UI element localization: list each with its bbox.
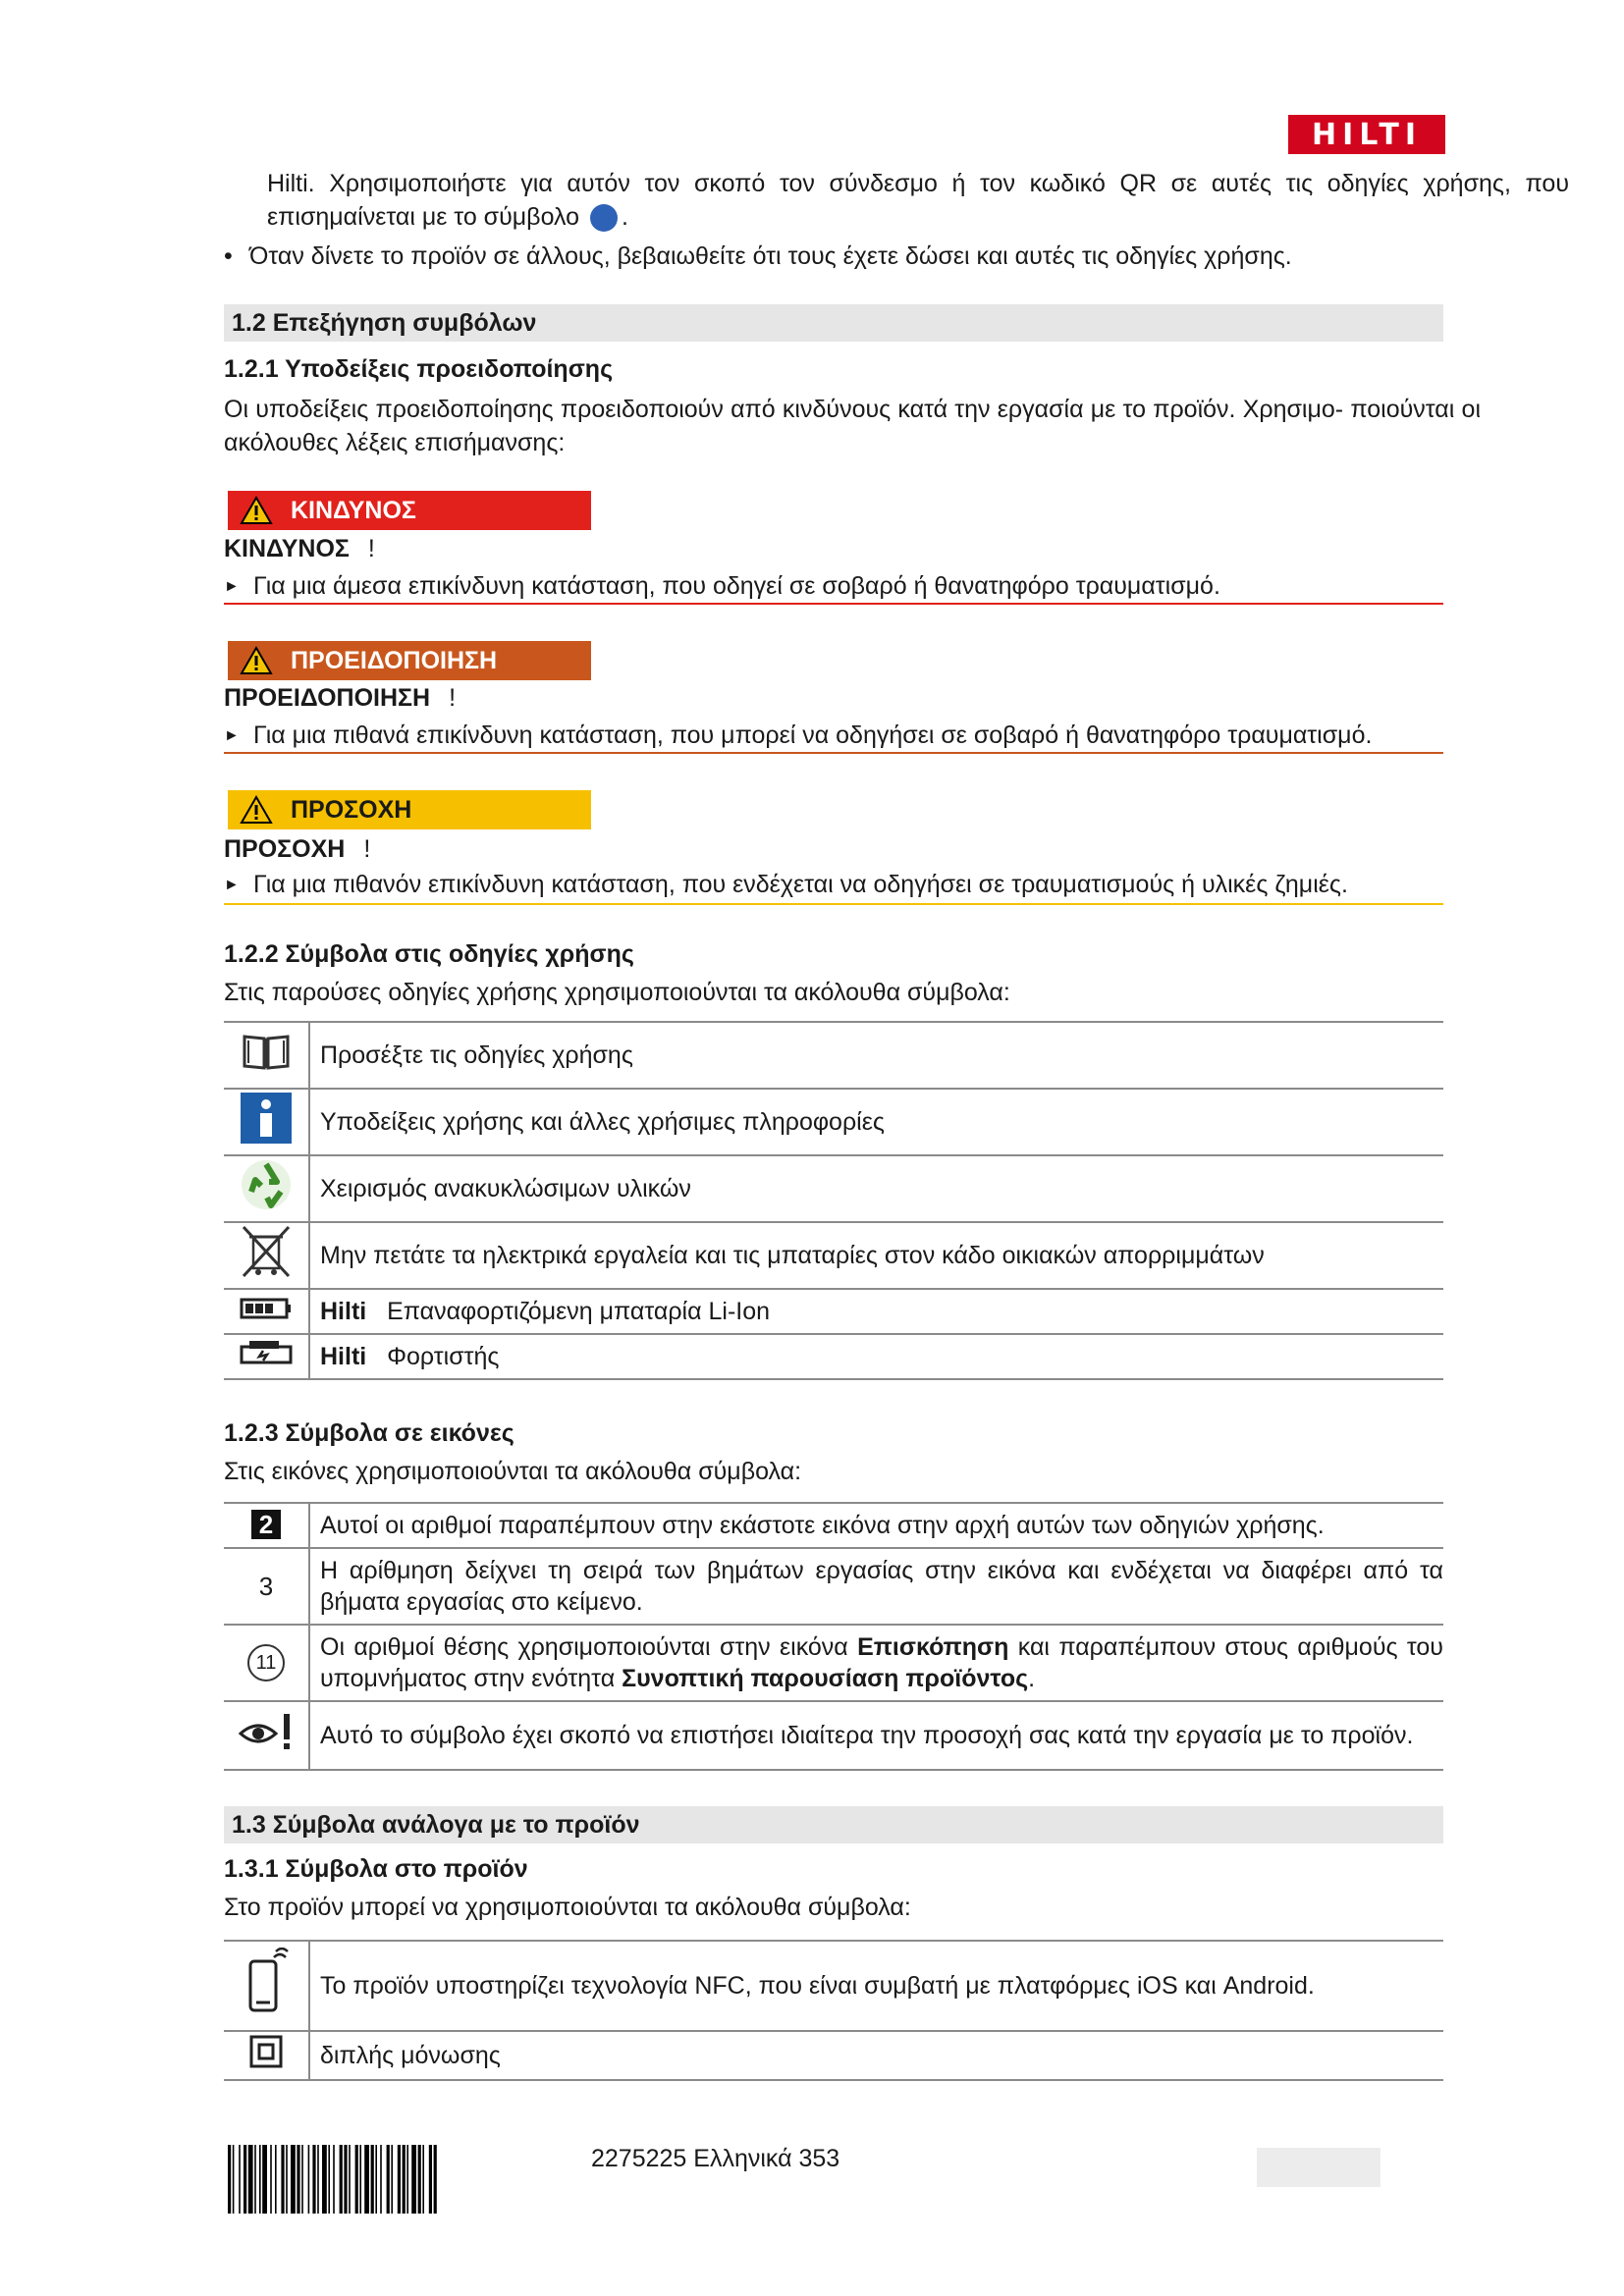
barcode-bar <box>308 2145 310 2214</box>
manual-symbols-table <box>224 1021 1443 1380</box>
caution-rule <box>224 903 1443 905</box>
barcode-bar <box>259 2145 261 2214</box>
warning-triangle-icon <box>240 496 273 525</box>
warning-rule <box>224 752 1443 754</box>
barcode-bar <box>281 2145 284 2214</box>
image-symbol-text <box>309 1625 1443 1701</box>
barcode-bar <box>322 2145 327 2214</box>
section-title-1-2: 1.2 Επεξήγηση συμβόλων <box>224 304 1443 342</box>
barcode-bar <box>375 2145 377 2214</box>
danger-exclamation: ! <box>367 535 375 562</box>
barcode-bar <box>239 2145 241 2214</box>
barcode-bar <box>291 2145 296 2214</box>
table-row <box>224 1222 1443 1289</box>
danger-word: ΚΙΝΔΥΝΟΣ <box>224 535 350 562</box>
warning-triangle-icon <box>240 795 273 825</box>
table-row <box>224 1701 1443 1770</box>
caution-exclamation: ! <box>363 835 371 863</box>
intro-text-end: . <box>621 203 628 231</box>
manual-symbol-text: Μην πετάτε τα ηλεκτρικά εργαλεία και τις μπαταρίες στον κάδο οικιακών απορριμμάτων <box>309 1222 1443 1289</box>
table-row <box>224 1022 1443 1089</box>
nfc-phone-icon <box>224 1941 309 2031</box>
table-row <box>224 1089 1443 1155</box>
danger-rule <box>224 603 1443 605</box>
image-symbols-intro: Στις εικόνες χρησιμοποιούνται τα ακόλουθα σύμβολα: <box>224 1458 802 1485</box>
barcode-bar <box>429 2145 432 2214</box>
barcode-bar <box>349 2145 351 2214</box>
barcode-bar <box>434 2145 437 2214</box>
barcode-bar <box>355 2145 358 2214</box>
caution-signal-bar <box>228 790 591 829</box>
figure-number-glyph: 2 <box>251 1510 281 1539</box>
book-icon <box>224 1022 309 1089</box>
warning-text: Για μια πιθανά επικίνδυνη κατάσταση, που μπορεί να οδηγήσει σε σοβαρό ή θανατηφόρο τραυματισμό. <box>253 721 1373 749</box>
text-part: και παραπέμπουν στους αριθμούς του υπομνήματος στην ενότητα <box>320 1633 1443 1692</box>
step-number-icon <box>224 1548 309 1625</box>
product-symbol-text: διπλής μόνωσης <box>309 2031 1443 2080</box>
warning-signal-bar <box>228 641 591 680</box>
barcode-bar <box>344 2145 347 2214</box>
caution-label: ΠΡΟΣΟΧΗ <box>291 796 412 824</box>
barcode-bar <box>391 2145 393 2214</box>
table-row <box>224 2031 1443 2080</box>
danger-signal-bar <box>228 491 591 530</box>
table-row <box>224 1548 1443 1625</box>
charger-text: Φορτιστής <box>387 1343 500 1370</box>
recycle-icon <box>224 1155 309 1222</box>
manual-symbol-text <box>309 1289 1443 1334</box>
barcode-bar <box>398 2145 401 2214</box>
hilti-brand: Hilti <box>320 1298 367 1325</box>
hilti-logo: HILTI <box>1288 115 1445 154</box>
page-tab-marker <box>1257 2148 1380 2187</box>
manual-symbol-text: Προσέξτε τις οδηγίες χρήσης <box>309 1022 1443 1089</box>
warning-triangle-icon <box>240 646 273 675</box>
manual-symbols-intro: Στις παρούσες οδηγίες χρήσης χρησιμοποιούνται τα ακόλουθα σύμβολα: <box>224 979 1010 1006</box>
double-insulation-icon <box>224 2031 309 2080</box>
barcode-bar <box>262 2145 267 2214</box>
caution-word: ΠΡΟΣΟΧΗ <box>224 835 346 863</box>
danger-description: ► Για μια άμεσα επικίνδυνη κατάσταση, που οδηγεί σε σοβαρό ή θανατηφόρο τραυματισμό. <box>224 572 1220 600</box>
product-symbol-text: Το προϊόν υποστηρίζει τεχνολογία NFC, που είναι συμβατή με πλατφόρμες iOS και Android. <box>309 1941 1443 2031</box>
text-part: Οι αριθμοί θέσης χρησιμοποιούνται στην εικόνα <box>320 1633 848 1661</box>
barcode-bar <box>233 2145 235 2214</box>
barcode-bar <box>418 2145 421 2214</box>
barcode-bar <box>333 2145 335 2214</box>
barcode-bar <box>380 2145 382 2214</box>
barcode-bar <box>422 2145 424 2214</box>
barcode-bar <box>340 2145 343 2214</box>
warning-exclamation: ! <box>449 684 457 712</box>
attention-eye-icon <box>224 1701 309 1770</box>
battery-text: Επαναφορτιζόμενη μπαταρία Li-Ion <box>387 1298 771 1325</box>
image-symbol-text: Αυτοί οι αριθμοί παραπέμπουν στην εκάστοτε εικόνα στην αρχή αυτών των οδηγιών χρήσης. <box>309 1503 1443 1548</box>
warning-heading <box>224 684 456 713</box>
barcode-bar <box>403 2145 406 2214</box>
barcode <box>228 2145 562 2214</box>
barcode-bar <box>359 2145 361 2214</box>
charger-icon <box>224 1334 309 1379</box>
table-row <box>224 1625 1443 1701</box>
info-icon <box>224 1089 309 1155</box>
manual-symbol-text: Χειρισμός ανακυκλώσιμων υλικών <box>309 1155 1443 1222</box>
barcode-bar <box>301 2145 303 2214</box>
table-row <box>224 1941 1443 2031</box>
table-row <box>224 1334 1443 1379</box>
manual-symbol-text: Υποδείξεις χρήσης και άλλες χρήσιμες πληροφορίες <box>309 1089 1443 1155</box>
barcode-bar <box>254 2145 256 2214</box>
intro-bullet: • Όταν δίνετε το προϊόν σε άλλους, βεβαιωθείτε ότι τους έχετε δώσει και αυτές τις οδηγίες χρήσης. <box>224 242 1292 270</box>
barcode-bar <box>328 2145 330 2214</box>
barcode-bar <box>244 2145 246 2214</box>
product-symbols-intro: Στο προϊόν μπορεί να χρησιμοποιούνται τα ακόλουθα σύμβολα: <box>224 1894 911 1921</box>
hilti-brand: Hilti <box>320 1343 367 1370</box>
text-part: . <box>1028 1665 1036 1692</box>
barcode-bar <box>406 2145 408 2214</box>
qr-link-icon <box>590 204 618 232</box>
danger-heading <box>224 535 375 563</box>
image-symbol-text: Η αρίθμηση δείχνει τη σειρά των βημάτων εργασίας στην εικόνα και ενδέχεται να διαφέρει από τα βήματα εργασίας στο κείμενο. <box>309 1548 1443 1625</box>
overview-ref: Επισκόπηση <box>857 1633 1009 1661</box>
barcode-bar <box>317 2145 319 2214</box>
barcode-bar <box>297 2145 299 2214</box>
step-number-glyph: 3 <box>258 1571 274 1601</box>
table-row <box>224 1155 1443 1222</box>
product-symbols-table <box>224 1940 1443 2081</box>
subsection-title-1-2-2: 1.2.2 Σύμβολα στις οδηγίες χρήσης <box>224 940 634 968</box>
table-row <box>224 1503 1443 1548</box>
battery-icon <box>224 1289 309 1334</box>
warning-word: ΠΡΟΕΙΔΟΠΟΙΗΣΗ <box>224 684 431 712</box>
intro-bullet-text: Όταν δίνετε το προϊόν σε άλλους, βεβαιωθείτε ότι τους έχετε δώσει και αυτές τις οδηγίες χρήσης. <box>249 242 1292 270</box>
position-number-icon <box>224 1625 309 1701</box>
barcode-bar <box>364 2145 369 2214</box>
danger-text: Για μια άμεσα επικίνδυνη κατάσταση, που οδηγεί σε σοβαρό ή θανατηφόρο τραυματισμό. <box>253 572 1220 600</box>
barcode-bar <box>248 2145 253 2214</box>
table-row <box>224 1289 1443 1334</box>
position-number-glyph: 11 <box>247 1644 285 1682</box>
barcode-bar <box>387 2145 390 2214</box>
footer-text: 2275225 Ελληνικά 353 <box>591 2145 840 2172</box>
danger-label: ΚΙΝΔΥΝΟΣ <box>291 497 416 524</box>
barcode-bar <box>228 2145 231 2214</box>
crossed-bin-icon <box>224 1222 309 1289</box>
warning-label: ΠΡΟΕΙΔΟΠΟΙΗΣΗ <box>291 647 498 674</box>
barcode-bar <box>275 2145 277 2214</box>
warning-description: ► Για μια πιθανά επικίνδυνη κατάσταση, που μπορεί να οδηγήσει σε σοβαρό ή θανατηφόρο τραυματισμό. <box>224 721 1373 749</box>
barcode-bar <box>371 2145 374 2214</box>
caution-heading <box>224 835 370 864</box>
figure-number-icon <box>224 1503 309 1548</box>
barcode-bar <box>312 2145 315 2214</box>
image-symbol-text: Αυτό το σύμβολο έχει σκοπό να επιστήσει ιδιαίτερα την προσοχή σας κατά την εργασία με το προϊόν. <box>309 1701 1443 1770</box>
barcode-bar <box>270 2145 272 2214</box>
warnings-intro: Οι υποδείξεις προειδοποίησης προειδοποιούν από κινδύνους κατά την εργασία με το προϊόν. Χρησιμο- ποιούνται οι ακόλουθες λέξεις επισήμανσης: <box>224 396 1481 456</box>
subsection-title-1-2-3: 1.2.3 Σύμβολα σε εικόνες <box>224 1419 514 1447</box>
section-title-1-3: 1.3 Σύμβολα ανάλογα με το προϊόν <box>224 1806 1443 1843</box>
product-overview-ref: Συνοπτική παρουσίαση προϊόντος <box>622 1665 1029 1692</box>
caution-text: Για μια πιθανόν επικίνδυνη κατάσταση, που ενδέχεται να οδηγήσει σε τραυματισμούς ή υλικές ζημιές. <box>253 871 1348 898</box>
subsection-title-1-3-1: 1.3.1 Σύμβολα στο προϊόν <box>224 1855 528 1883</box>
barcode-bar <box>286 2145 288 2214</box>
manual-symbol-text <box>309 1334 1443 1379</box>
barcode-bar <box>411 2145 416 2214</box>
intro-paragraph <box>267 167 1569 234</box>
image-symbols-table <box>224 1502 1443 1771</box>
caution-description: ► Για μια πιθανόν επικίνδυνη κατάσταση, που ενδέχεται να οδηγήσει σε τραυματισμούς ή υλικές ζημιές. <box>224 871 1348 898</box>
subsection-title-1-2-1: 1.2.1 Υποδείξεις προειδοποίησης <box>224 355 614 383</box>
intro-text: Hilti. Χρησιμοποιήστε για αυτόν τον σκοπό τον σύνδεσμο ή τον κωδικό QR σε αυτές τις οδηγίες χρήσης, που επισημαίνεται με το σύμβολο <box>267 170 1569 231</box>
